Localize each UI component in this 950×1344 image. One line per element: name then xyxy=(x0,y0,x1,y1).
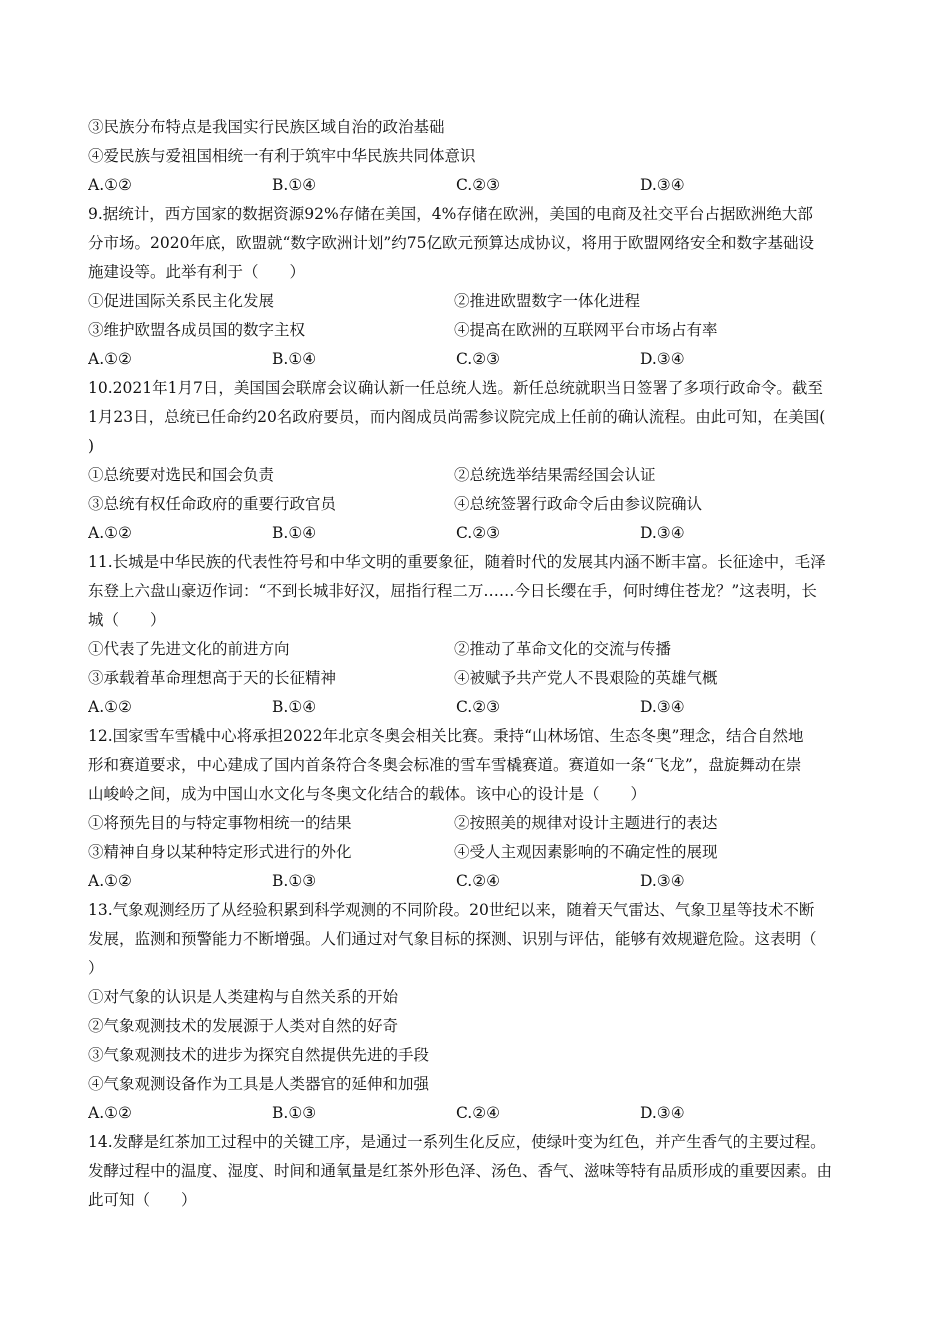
option-statement: ④总统签署行政命令后由参议院确认 xyxy=(454,495,703,513)
question-stem-line: 分市场。2020年底，欧盟就“数字欧洲计划”约75亿欧元预算达成协议，将用于欧盟网络安全和数字基础设 xyxy=(88,234,815,252)
option-row xyxy=(88,287,868,316)
option-statement: ③承载着革命理想高于天的长征精神 xyxy=(88,669,337,687)
option-statement: ①代表了先进文化的前进方向 xyxy=(88,640,290,658)
question-stem-line: 12.国家雪车雪橇中心将承担2022年北京冬奥会相关比赛。秉持“山林场馆、生态冬奥”理念，结合自然地 xyxy=(88,727,804,745)
option-statement: ③气象观测技术的进步为探究自然提供先进的手段 xyxy=(88,1046,430,1064)
answer-choice: C.②③ xyxy=(456,698,501,716)
option-statement: ④气象观测设备作为工具是人类器官的延伸和加强 xyxy=(88,1075,430,1093)
answer-choice: B.①④ xyxy=(272,176,317,194)
answer-choices xyxy=(88,1099,868,1128)
answer-choice: A.①② xyxy=(88,872,132,890)
answer-choice: B.①④ xyxy=(272,350,317,368)
option-statement: ②按照美的规律对设计主题进行的表达 xyxy=(454,814,718,832)
question-block xyxy=(88,722,868,896)
answer-choice: B.①④ xyxy=(272,698,317,716)
option-statement: ④受人主观因素影响的不确定性的展现 xyxy=(454,843,718,861)
answer-choices xyxy=(88,693,868,722)
answer-choice: D.③④ xyxy=(640,524,685,542)
question-stem-line: 1月23日，总统已任命约20名政府要员，而内阁成员尚需参议院完成上任前的确认流程。由此可知，在美国( xyxy=(88,408,826,426)
answer-choice: D.③④ xyxy=(640,176,685,194)
answer-choice: A.①② xyxy=(88,698,132,716)
question-block xyxy=(88,200,868,374)
question-block xyxy=(88,1128,868,1215)
option-statement: ②推动了革命文化的交流与传播 xyxy=(454,640,672,658)
question-stem-line: 山峻岭之间，成为中国山水文化与冬奥文化结合的载体。该中心的设计是（ ） xyxy=(88,785,647,803)
answer-choice: B.①③ xyxy=(272,872,317,890)
question-stem-line: ) xyxy=(88,437,95,455)
answer-choice: B.①③ xyxy=(272,1104,317,1122)
question-stem-line: 城（ ） xyxy=(88,611,166,629)
option-row xyxy=(88,635,868,664)
question-stem-line: 11.长城是中华民族的代表性符号和中华文明的重要象征，随着时代的发展其内涵不断丰富。长征途中，毛泽 xyxy=(88,553,826,571)
answer-choice: A.①② xyxy=(88,1104,132,1122)
option-statement: ①促进国际关系民主化发展 xyxy=(88,292,275,310)
answer-choices xyxy=(88,171,868,200)
answer-choice: A.①② xyxy=(88,524,132,542)
answer-choice: B.①④ xyxy=(272,524,317,542)
question-stem-line: 13.气象观测经历了从经验积累到科学观测的不同阶段。20世纪以来，随着天气雷达、气象卫星等技术不断 xyxy=(88,901,815,919)
answer-choice: C.②④ xyxy=(456,872,501,890)
question-stem-line: 形和赛道要求，中心建成了国内首条符合冬奥会标准的雪车雪橇赛道。赛道如一条“飞龙”，盘旋舞动在崇 xyxy=(88,756,802,774)
option-statement: ②推进欧盟数字一体化进程 xyxy=(454,292,641,310)
question-block xyxy=(88,113,868,200)
option-statement: ②气象观测技术的发展源于人类对自然的好奇 xyxy=(88,1017,399,1035)
answer-choice: D.③④ xyxy=(640,698,685,716)
option-row xyxy=(88,809,868,838)
option-statement: ③精神自身以某种特定形式进行的外化 xyxy=(88,843,352,861)
option-statement: ①对气象的认识是人类建构与自然关系的开始 xyxy=(88,988,399,1006)
option-statement: ④爱民族与爱祖国相统一有利于筑牢中华民族共同体意识 xyxy=(88,147,476,165)
question-stem-line: 发酵过程中的温度、湿度、时间和通氧量是红茶外形色泽、汤色、香气、滋味等特有品质形成的重要因素。由 xyxy=(88,1162,833,1180)
question-stem-line: 此可知（ ） xyxy=(88,1191,197,1209)
question-block xyxy=(88,374,868,548)
option-statement: ④被赋予共产党人不畏艰险的英雄气概 xyxy=(454,669,718,687)
option-statement: ③总统有权任命政府的重要行政官员 xyxy=(88,495,337,513)
answer-choice: C.②③ xyxy=(456,524,501,542)
question-stem-line: 施建设等。此举有利于（ ） xyxy=(88,263,306,281)
question-block xyxy=(88,548,868,722)
option-statement: ④提高在欧洲的互联网平台市场占有率 xyxy=(454,321,718,339)
option-statement: ③维护欧盟各成员国的数字主权 xyxy=(88,321,306,339)
option-statement: ②总统选举结果需经国会认证 xyxy=(454,466,656,484)
option-row xyxy=(88,490,868,519)
answer-choice: A.①② xyxy=(88,176,132,194)
option-statement: ①将预先目的与特定事物相统一的结果 xyxy=(88,814,352,832)
answer-choice: C.②③ xyxy=(456,350,501,368)
option-row xyxy=(88,461,868,490)
question-stem-line: 9.据统计，西方国家的数据资源92%存储在美国，4%存储在欧洲，美国的电商及社交平台占据欧洲绝大部 xyxy=(88,205,813,223)
option-statement: ③民族分布特点是我国实行民族区域自治的政治基础 xyxy=(88,118,445,136)
question-stem-line: 14.发酵是红茶加工过程中的关键工序，是通过一系列生化反应，使绿叶变为红色，并产生香气的主要过程。 xyxy=(88,1133,826,1151)
answer-choices xyxy=(88,867,868,896)
question-list xyxy=(88,113,868,1215)
option-statement: ①总统要对选民和国会负责 xyxy=(88,466,275,484)
question-stem-line: 东登上六盘山豪迈作词：“不到长城非好汉，屈指行程二万……今日长缨在手，何时缚住苍龙？”这表明，长 xyxy=(88,582,817,600)
option-row xyxy=(88,838,868,867)
question-stem-line: 发展，监测和预警能力不断增强。人们通过对气象目标的探测、识别与评估，能够有效规避危险。这表明（ xyxy=(88,930,817,948)
option-row xyxy=(88,316,868,345)
answer-choices xyxy=(88,519,868,548)
question-stem-line: 10.2021年1月7日，美国国会联席会议确认新一任总统人选。新任总统就职当日签署了多项行政命令。截至 xyxy=(88,379,823,397)
answer-choice: D.③④ xyxy=(640,350,685,368)
answer-choices xyxy=(88,345,868,374)
answer-choice: C.②③ xyxy=(456,176,501,194)
answer-choice: A.①② xyxy=(88,350,132,368)
question-block xyxy=(88,896,868,1128)
answer-choice: D.③④ xyxy=(640,1104,685,1122)
answer-choice: D.③④ xyxy=(640,872,685,890)
question-stem-line: ） xyxy=(88,959,104,977)
option-row xyxy=(88,664,868,693)
answer-choice: C.②④ xyxy=(456,1104,501,1122)
